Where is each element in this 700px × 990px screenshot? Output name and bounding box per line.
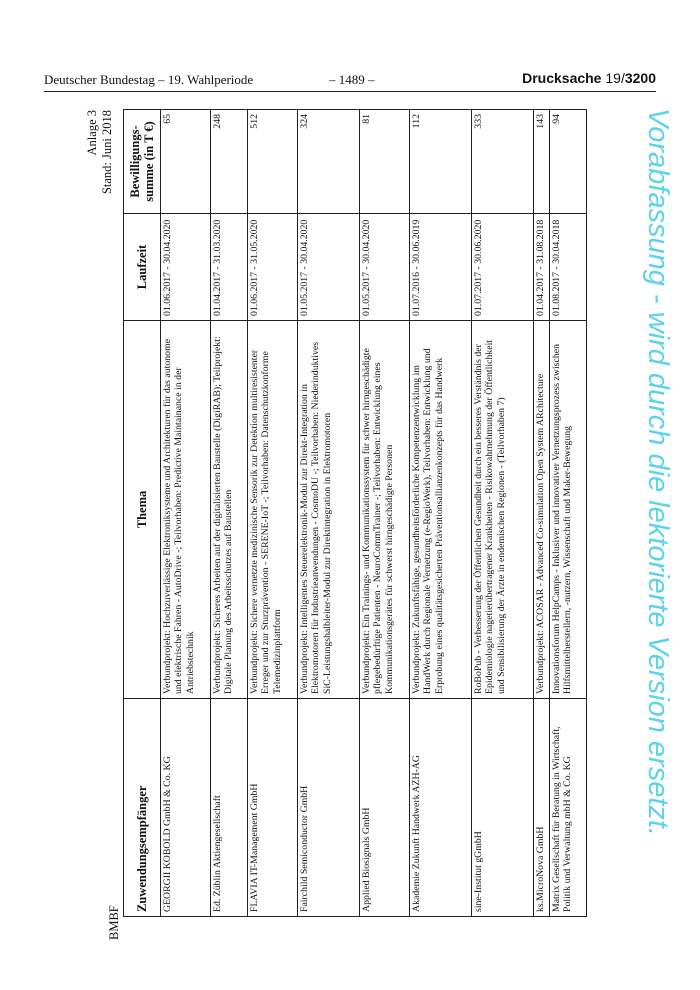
- recipient-cell: sine-Institut gGmbH: [472, 699, 534, 917]
- table-row: [248, 110, 298, 917]
- agency-label: BMBF: [107, 905, 121, 940]
- topic-cell: Verbundprojekt: Intelligentes Steuerelektronik-Modul zur Direkt-Integration in Elektromotoren für Industrieanwendungen - CosmoDU -; Teilvorhaben: Niederinduktives SiC-Leistungshalbleiter-Modul zur Direktintegration in Elektromotoren: [298, 321, 360, 699]
- recipient-cell: Matrix Gesellschaft für Beratung in Wirtschaft, Politik und Verwaltung mbH & Co. KG: [550, 699, 587, 917]
- table-header-row: [124, 110, 161, 917]
- table-row: [550, 110, 587, 917]
- recipient-cell: Ed. Züblin Aktiengesellschaft: [211, 699, 248, 917]
- period-cell: 01.06.2017 - 31.05.2020: [248, 214, 298, 321]
- table-row: [472, 110, 534, 917]
- page-header: [44, 70, 656, 90]
- document-number: [522, 70, 656, 86]
- page-number: – 1489 –: [329, 72, 375, 87]
- rotated-page-content: [85, 110, 630, 940]
- amount-cell: 333: [472, 110, 534, 214]
- grant-table-body: [161, 110, 587, 917]
- amount-cell: 81: [360, 110, 410, 214]
- col-header-recipient: Zuwendungsempfänger: [124, 699, 161, 917]
- amount-cell: 65: [161, 110, 211, 214]
- period-cell: 01.06.2017 - 30.04.2020: [161, 214, 211, 321]
- recipient-cell: Akademie Zukunft Handwerk AZH-AG: [410, 699, 472, 917]
- recipient-cell: Fairchild Semiconductor GmbH: [298, 699, 360, 917]
- col-header-topic: Thema: [124, 321, 161, 699]
- table-row: [211, 110, 248, 917]
- table-row: [410, 110, 472, 917]
- amount-cell: 112: [410, 110, 472, 214]
- period-cell: 01.08.2017 - 30.04.2018: [550, 214, 587, 321]
- table-row: [161, 110, 211, 917]
- amount-cell: 512: [248, 110, 298, 214]
- topic-cell: RoBoPub - Verbesserung der Öffentlichen Gesundheit durch ein besseres Verständnis der Epidemiologie nagetierübertragener Krankheiten - Risikowahrnehmung der Öffentlichkeit und Sensibilisierung der Ärzte in endemischen Regionen - (Teilvorhaben 7): [472, 321, 534, 699]
- amount-cell: 94: [550, 110, 587, 214]
- annex-date: Stand: Juni 2018: [100, 110, 114, 195]
- amount-cell: 324: [298, 110, 360, 214]
- recipient-cell: FLAVIA IT-Management GmbH: [248, 699, 298, 917]
- topic-cell: Verbundprojekt: Ein Trainings- und Kommunikationssystem für schwer hirngeschädigte pflegebedürftige Patienten - NeuroCommTrainer -; Teilvorhaben: Entwicklung eines Kommunikationsgerätes für schwerst hirngeschädigte Personen: [360, 321, 410, 699]
- topic-cell: Innovationsforum HelpCamps - Inklusiver und innovativer Vernetzungsprozess zwischen Hilfsmittelherstellern, -nutzern, Wissenschaft und Maker-Bewegung: [550, 321, 587, 699]
- draft-watermark: Vorabfassung - wird durch die lektorierte Version ersetzt.: [642, 108, 674, 837]
- period-cell: 01.04.2017 - 31.08.2018: [534, 214, 550, 321]
- annex-info: [85, 110, 115, 223]
- document-number-main: 3200: [624, 70, 656, 86]
- table-row: [360, 110, 410, 917]
- col-header-period: Laufzeit: [124, 214, 161, 321]
- topic-cell: Verbundprojekt: Hochzuverlässige Elektroniksysteme und Architekturen für das autonome und elektrische Fahren - AutoDrive -; Teilvorhaben: Predictive Maintainance in der Antriebstechnik: [161, 321, 211, 699]
- recipient-cell: GEORGII KOBOLD GmbH & Co. KG: [161, 699, 211, 917]
- table-row: [298, 110, 360, 917]
- parliament-period: Deutscher Bundestag – 19. Wahlperiode: [44, 72, 254, 87]
- topic-cell: Verbundprojekt: Zukunftsfähige, gesundheitsförderliche Kompetenzentwicklung im HandWerk durch Regionale Vernetzung (e-RegioWerk), Teilvorhaben: Entwicklung und Erprobung eines qualitätsgesicherten Präventionsallianzenkonzepts für das Handwerk: [410, 321, 472, 699]
- col-header-amount: Bewilligungs- summe (in T €): [124, 110, 161, 214]
- amount-cell: 248: [211, 110, 248, 214]
- period-cell: 01.07.2017 - 30.06.2020: [472, 214, 534, 321]
- grant-table: [123, 109, 587, 917]
- recipient-cell: ks.MicroNova GmbH: [534, 699, 550, 917]
- period-cell: 01.04.2017 - 31.03.2020: [211, 214, 248, 321]
- recipient-cell: Applied Biosignals GmbH: [360, 699, 410, 917]
- header-rule: [44, 91, 656, 92]
- period-cell: 01.07.2016 - 30.06.2019: [410, 214, 472, 321]
- table-row: [534, 110, 550, 917]
- topic-cell: Verbundprojekt: Sichere vernetzte medizinische Sensorik zur Detektion multiresistenter Erreger und zur Sturzprävention - SERENE-IoT -; Teilvorhaben: Datenschutzkonforme Telemedizinplattform: [248, 321, 298, 699]
- period-cell: 01.05.2017 - 30.04.2020: [298, 214, 360, 321]
- amount-cell: 143: [534, 110, 550, 214]
- annex-label: Anlage 3: [85, 110, 99, 156]
- period-cell: 01.05.2017 - 30.04.2020: [360, 214, 410, 321]
- document-number-volume: 19/: [605, 70, 625, 86]
- topic-cell: Verbundprojekt: Sicheres Arbeiten auf der digitalisierten Baustelle (DigiRAB); Teilprojekt: Digitale Planung des Arbeitsschutzes auf Baustellen: [211, 321, 248, 699]
- topic-cell: Verbundprojekt: ACOSAR - Advanced Co-simulation Open System ARchitecture: [534, 321, 550, 699]
- document-number-prefix: Drucksache: [522, 70, 606, 86]
